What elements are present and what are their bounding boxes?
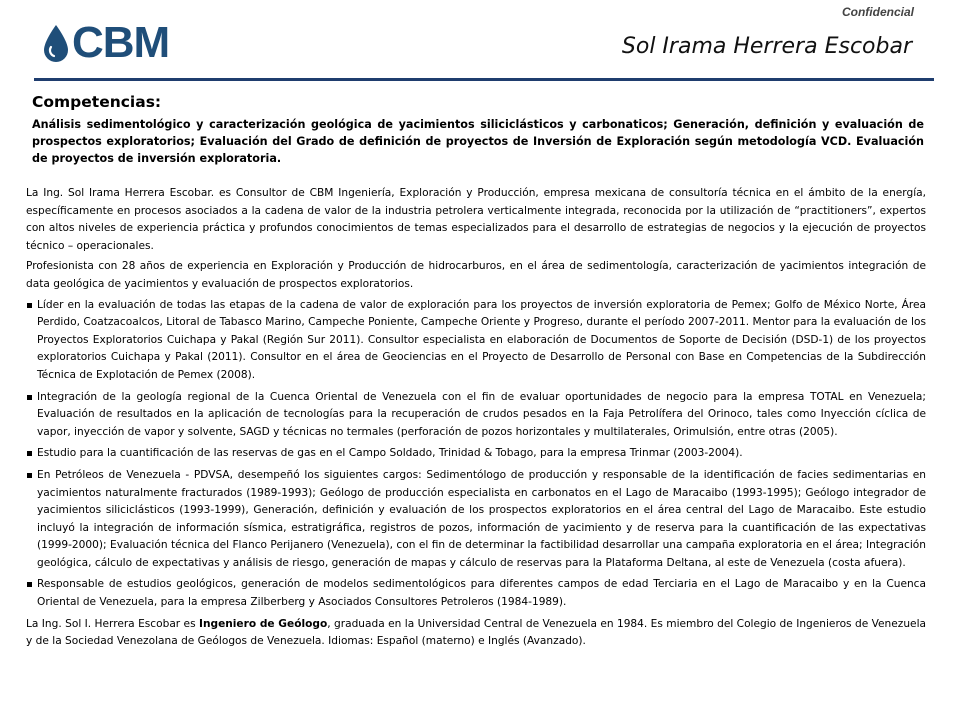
- droplet-icon: [42, 23, 70, 63]
- list-item-text: Líder en la evaluación de todas las etapas de la cadena de valor de exploración para los proyectos de inversión exploratoria de Pemex; Golfo de México Norte, Área Perdido, Coatzacoalcos, Litoral de Tabasco Marino, Campeche Poniente, Campeche Oriente y Progreso, durante el período 2007-2011. Mentor para la evaluación de los Proyectos Exploratorios Cuichapa y Pakal (Región Sur 2011). Consultor especialista en elaboración de Documentos de Soporte de Decisión (DSD-1) de los proyectos exploratorios Cuichapa y Pakal (2011). Consultor en el área de Geociencias en el Proyecto de Desarrollo de Personal con Base en Competencias de la Subdirección Técnica de Explotación de Pemex (2008).: [37, 298, 926, 381]
- list-item-text: Integración de la geología regional de la Cuenca Oriental de Venezuela con el fin de evaluar oportunidades de negocio para la empresa TOTAL en Venezuela; Evaluación de resultados en la aplicación de tecnologías para la recuperación de crudos pesados en la Faja Petrolífera del Orinoco, tales como Inyección cíclica de vapor, inyección de vapor y solvente, SAGD y técnicas no termales (perforación de pozos horizontales y multilaterales, Orimulsión, entre otras (2005).: [37, 390, 926, 438]
- bullet-square-icon: [27, 451, 32, 456]
- experience-list: [26, 297, 926, 612]
- education-paragraph: [26, 616, 926, 651]
- cbm-logo: [42, 18, 169, 68]
- list-item-text: Estudio para la cuantificación de las reservas de gas en el Campo Soldado, Trinidad & Tobago, para la empresa Trinmar (2003-2004).: [37, 447, 743, 460]
- list-item: [26, 297, 926, 385]
- list-item-text: Responsable de estudios geológicos, generación de modelos sedimentológicos para diferentes campos de edad Terciaria en el Lago de Maracaibo y en la Cuenca Oriental de Venezuela, para la empresa Zilberberg y Asociados Consultores Petroleros (1984-1989).: [37, 578, 926, 609]
- person-name: Sol Irama Herrera Escobar: [621, 34, 912, 59]
- degree-title: Ingeniero de Geólogo: [199, 617, 328, 630]
- list-item-text: En Petróleos de Venezuela - PDVSA, desempeñó los siguientes cargos: Sedimentólogo de producción y responsable de la identificación de facies sedimentarias en yacimientos naturalmente fracturados (1989-1993); Geólogo de producción especialista en carbonatos en el Lago de Maracaibo (1993-1995); Geólogo integrador de yacimientos siliciclásticos (1993-1999), Generación, definición y evaluación de los prospectos exploratorios en el área central del Lago de Maracaibo. Este estudio incluyó la integración de información sísmica, estratigráfica, registros de pozos, información de yacimiento y de reserva para la cuantificación de las expectativas (1999-2000); Evaluación técnica del Flanco Perijanero (Venezuela), con el fin de determinar la factibilidad desarrollar una campaña exploratoria en el área; Integración geológica, cálculo de expectativas y análisis de riesgo, generación de mapas y cálculo de reservas para la Plataforma Deltana, al este de Venezuela (costa afuera).: [37, 468, 926, 569]
- experience-paragraph: Profesionista con 28 años de experiencia en Exploración y Producción de hidrocarburos, en el área de sedimentología, caracterización de yacimientos integración de data geológica de yacimientos y evaluación de prospectos exploratorios.: [26, 260, 926, 290]
- bullet-square-icon: [27, 582, 32, 587]
- education-text-post: , graduada en la Universidad Central de Venezuela en 1984. Es miembro del Colegio de Ingenieros de Venezuela y de la Sociedad Venezolana de Geólogos de Venezuela. Idiomas: Español (materno) e Inglés (Avanzado).: [26, 617, 927, 648]
- intro-paragraph: La Ing. Sol Irama Herrera Escobar. es Consultor de CBM Ingeniería, Exploración y Producción, empresa mexicana de consultoría técnica en el ámbito de la energía, específicamente en procesos asociados a la cadena de valor de la industria petrolera verticalmente integrada, reconocida por la utilización de “practitioners”, expertos con altos niveles de experiencia práctica y profundos conocimientos de temas especializados para el desarrollo de estrategias de negocios y la ejecución de proyectos técnico – operacionales.: [26, 187, 926, 252]
- list-item: [26, 467, 926, 573]
- competencias-text: Análisis sedimentológico y caracterización geológica de yacimientos siliciclásticos y carbonaticos; Generación, definición y evaluación de prospectos exploratorios; Evaluación del Grado de definición de proyectos de Inversión de Exploración según metodología VCD. Evaluación de proyectos de inversión exploratoria.: [32, 118, 924, 165]
- bullet-square-icon: [27, 303, 32, 308]
- competencias-title: Competencias:: [32, 93, 162, 111]
- profile-body: [26, 185, 926, 654]
- logo-text: CBM: [72, 18, 170, 67]
- list-item: [26, 576, 926, 611]
- bullet-square-icon: [27, 395, 32, 400]
- education-text-pre: La Ing. Sol I. Herrera Escobar es: [26, 617, 199, 630]
- header-divider: [34, 78, 934, 81]
- list-item: [26, 389, 926, 442]
- confidential-label: Confidencial: [841, 5, 914, 19]
- list-item: [26, 445, 926, 463]
- bullet-square-icon: [27, 473, 32, 478]
